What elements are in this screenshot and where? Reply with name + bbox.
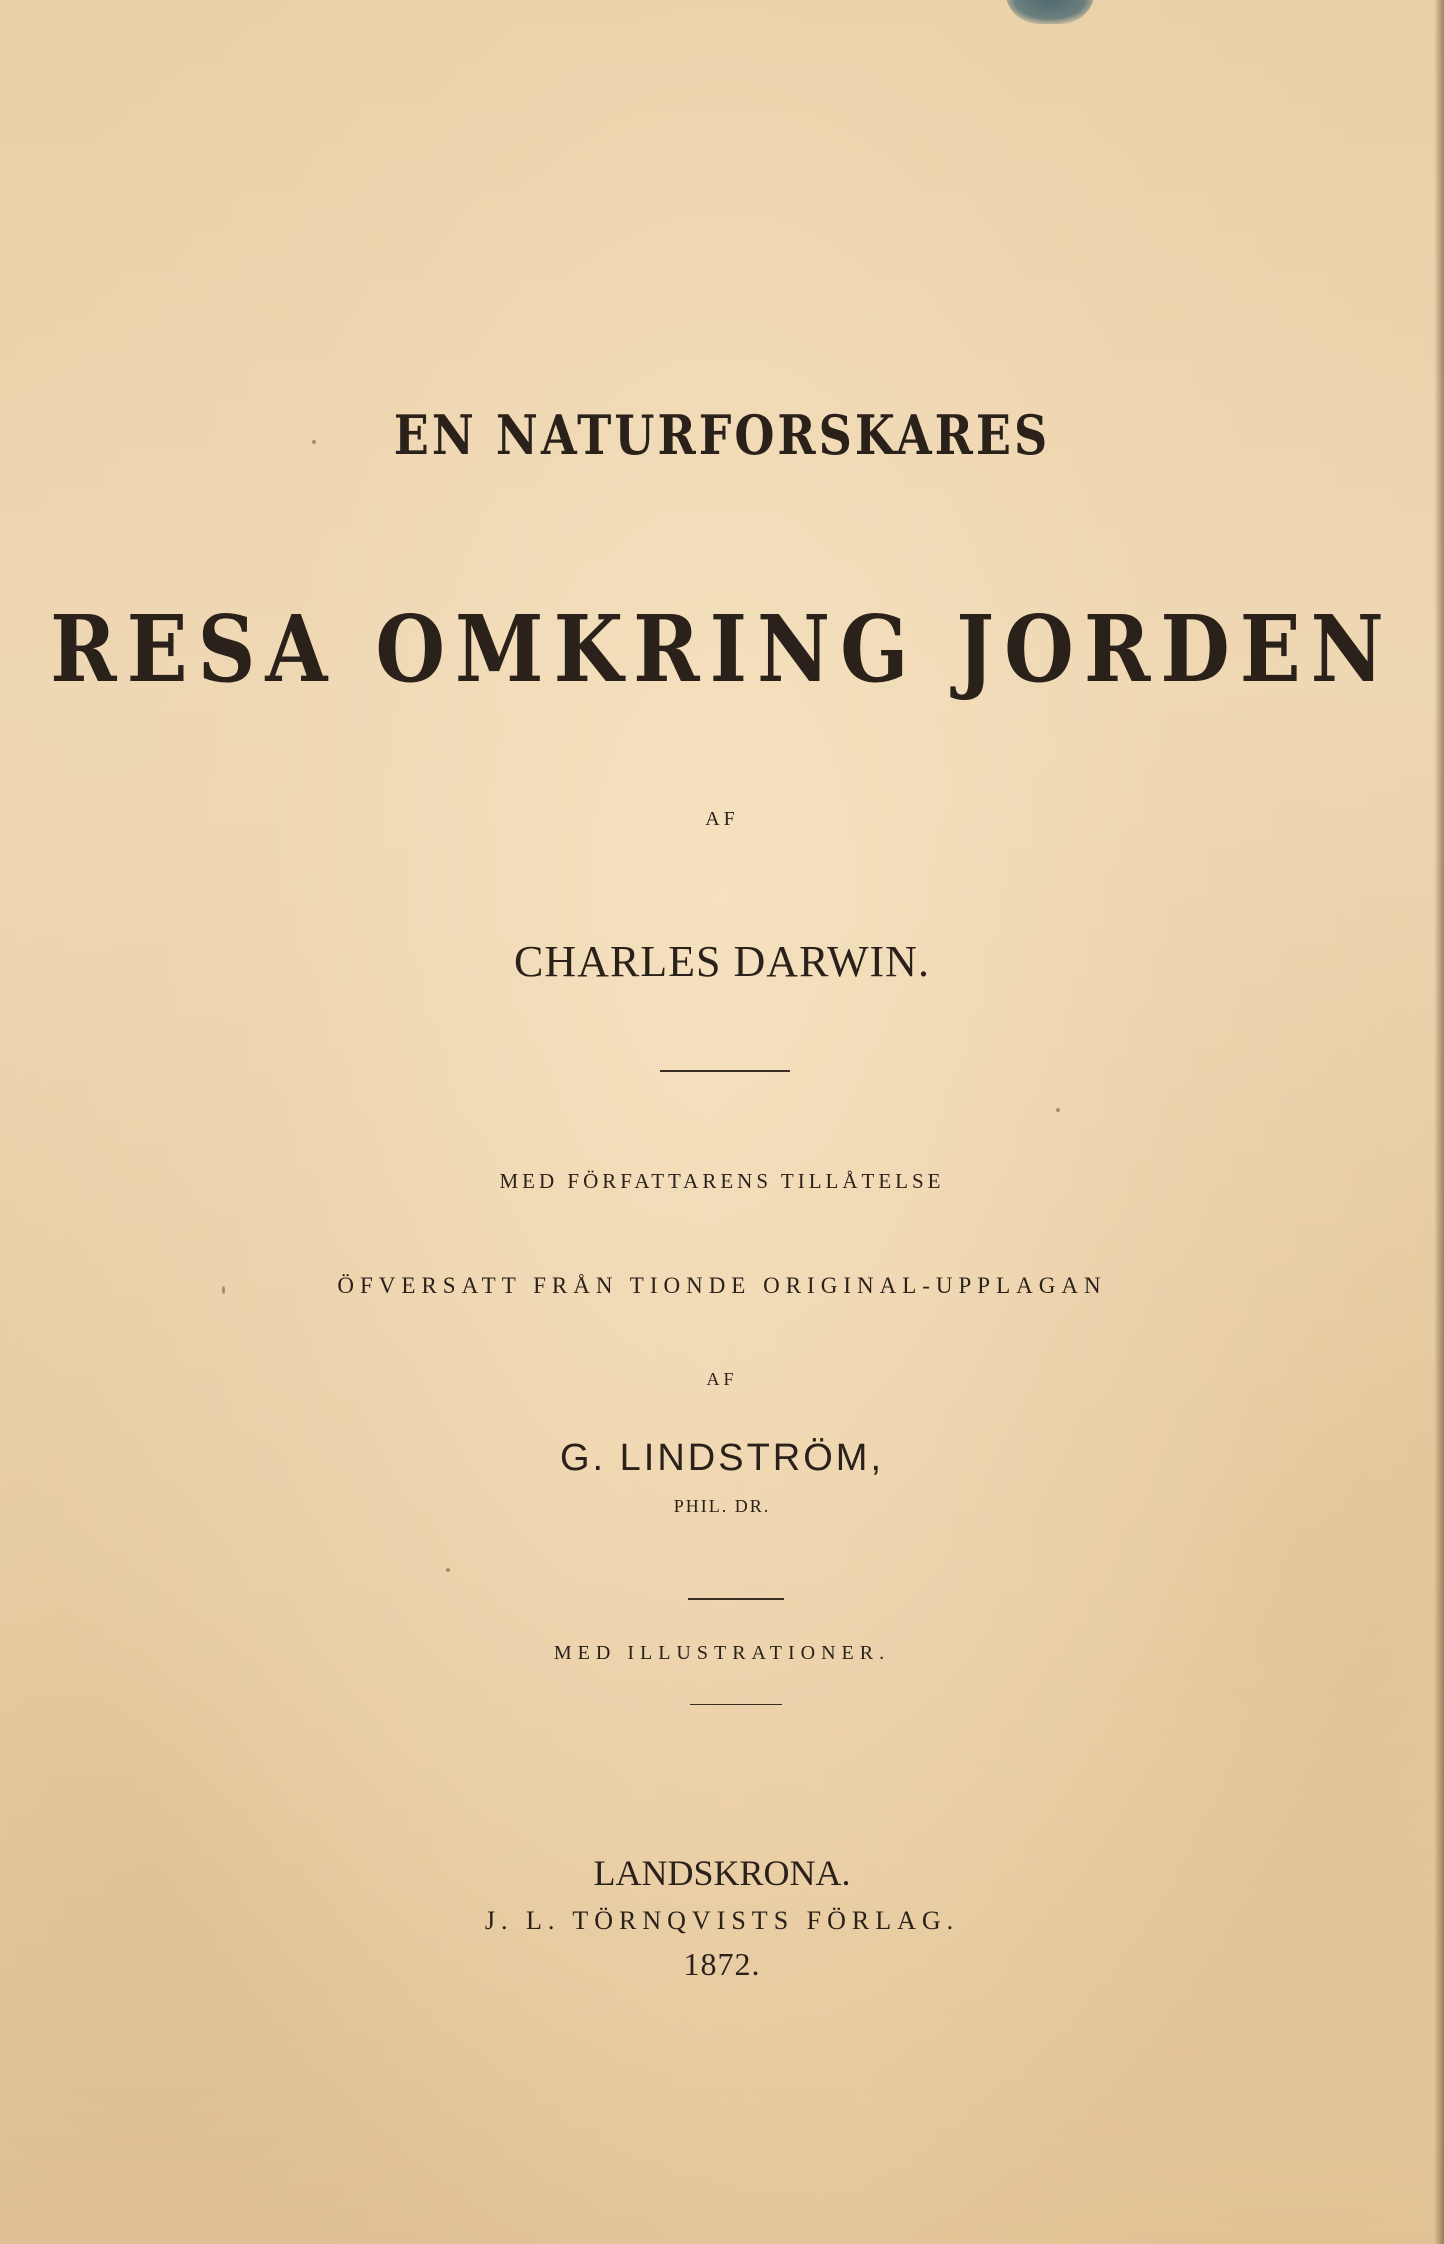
divider-rule-3 [690,1704,782,1705]
title-line-1: EN NATURFORSKARES [393,403,1051,467]
publisher-name: J. L. TÖRNQVISTS FÖRLAG. [484,1906,960,1935]
paper-speck [1056,1108,1060,1112]
author-name: CHARLES DARWIN. [514,937,930,986]
translator-degree: PHIL. DR. [673,1496,771,1516]
divider-rule-2 [688,1598,784,1600]
page-tab-mark [1005,0,1095,24]
title-line-2: RESA OMKRING JORDEN [50,594,1394,704]
paper-speck [446,1568,450,1572]
publication-place: LANDSKRONA. [593,1853,851,1893]
translation-line: ÖFVERSATT FRÅN TIONDE ORIGINAL-UPPLAGAN [337,1273,1107,1298]
permission-line: MED FÖRFATTARENS TILLÅTELSE [499,1169,945,1193]
illustrations-line: MED ILLUSTRATIONER. [553,1642,891,1664]
divider-rule-1 [660,1070,790,1072]
by-label-translator: AF [706,1369,738,1389]
translator-name: G. LINDSTRÖM, [559,1437,885,1479]
publication-year: 1872. [683,1946,761,1982]
by-label-author: AF [705,808,739,830]
